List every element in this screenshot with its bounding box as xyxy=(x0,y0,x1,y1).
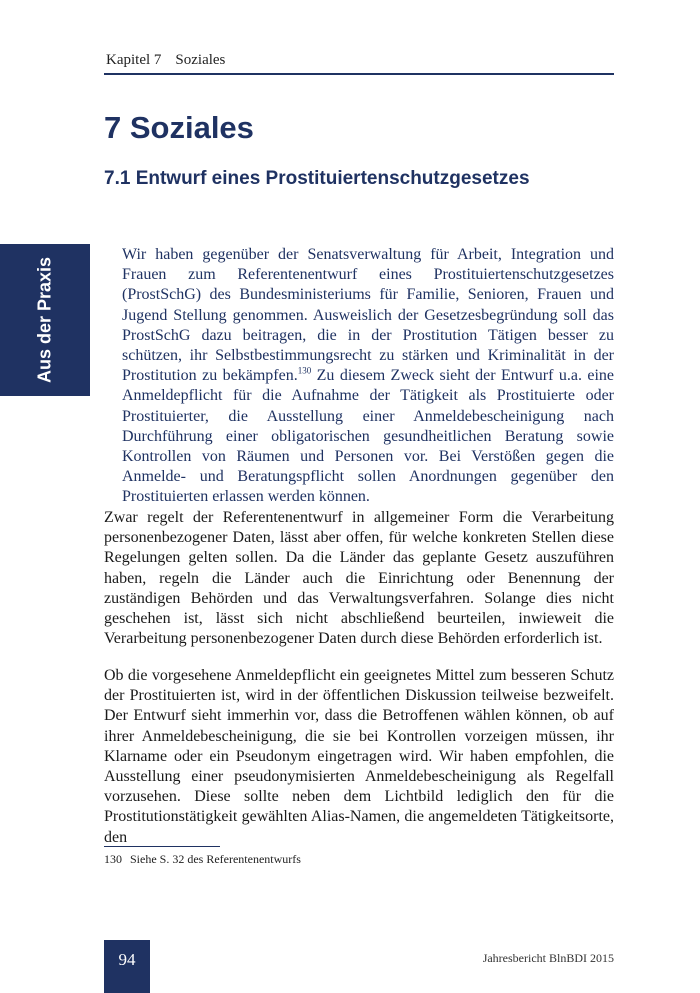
side-tab xyxy=(0,244,90,396)
page-number-box xyxy=(104,940,150,993)
footnote-number: 130 xyxy=(104,852,122,866)
body-paragraph: Zwar regelt der Referentenentwurf in allgemeiner Form die Verarbeitung personenbezogener Daten, lässt aber offen, für welche konkreten Stellen diese Regelungen gelten sollen. Da die Länder das geplante Gesetz auszuführen haben, regeln die Länder auch die Einrichtung oder Benennung der zuständigen Behörden und das Verwaltungsverfahren. Solange dies nicht geschehen ist, lässt sich nicht abschließend beurteilen, inwieweit die Verarbeitung personenbezogener Daten durch diese Behörden erforderlich ist. xyxy=(104,509,614,648)
running-header xyxy=(106,52,225,69)
page-number: 94 xyxy=(118,950,136,969)
running-header-chapter-label: Kapitel 7 xyxy=(106,52,162,68)
practice-box-text-part1: Wir haben gegenüber der Senatsverwaltung für Arbeit, Integration und Frauen zum Referentenentwurf eines Prostituiertenschutzgesetzes (ProstSchG) des Bundesministeriums für Familie, Senioren, Frauen und Jugend Stellung genommen. Ausweislich der Gesetzesbegründung soll das ProstSchG dazu beitragen, die in der Prostitution Tätigen besser zu schützen, ihr Selbstbestimmungsrecht zu stärken und Kriminalität in der Prostitution zu bekämpfen. xyxy=(122,246,614,385)
footnote-reference: 130 xyxy=(297,365,312,376)
footnote-text: Siehe S. 32 des Referentenentwurfs xyxy=(130,852,301,866)
header-rule xyxy=(104,73,614,75)
body-paragraph: Ob die vorgesehene Anmeldepflicht ein geeignetes Mittel zum besseren Schutz der Prostituierten ist, wird in der öffentlichen Diskussion teilweise bezweifelt. Der Entwurf sieht immerhin vor, dass die Betroffenen wählen können, ob auf ihrer Anmeldebescheinigung, die sie bei Kontrollen vorzeigen müssen, ihr Klarname oder ein Pseudonym eingetragen wird. Wir haben empfohlen, die Ausstellung einer pseudonymisierten Anmeldebescheinigung als Regelfall vorzusehen. Diese sollte neben dem Lichtbild lediglich den für die Prostitutionstätigkeit gewählten Alias-Namen, die angemeldeten Tätigkeitsorte, den xyxy=(104,667,614,846)
running-header-chapter-name: Soziales xyxy=(175,52,226,68)
footnote-rule xyxy=(104,846,220,847)
chapter-title: 7 Soziales xyxy=(104,110,254,145)
section-title: 7.1 Entwurf eines Prostituiertenschutzgesetzes xyxy=(104,168,530,189)
practice-box-text xyxy=(122,245,614,508)
footnote xyxy=(104,852,301,867)
report-name: Jahresbericht BlnBDI 2015 xyxy=(482,951,614,965)
practice-box-text-part2: Zu diesem Zweck sieht der Entwurf u.a. eine Anmeldepflicht für die Aufnahme der Tätigkeit als Prostituierte oder Prostituierter, die Ausstellung einer Anmeldebescheinigung nach Durchführung einer obligatorischen gesundheitlichen Beratung sowie Kontrollen von Räumen und Personen vor. Bei Verstößen gegen die Anmelde- und Beratungspflicht sollen Anordnungen gegenüber den Prostituierten erlassen werden können. xyxy=(122,367,615,506)
side-tab-label: Aus der Praxis xyxy=(34,256,55,384)
